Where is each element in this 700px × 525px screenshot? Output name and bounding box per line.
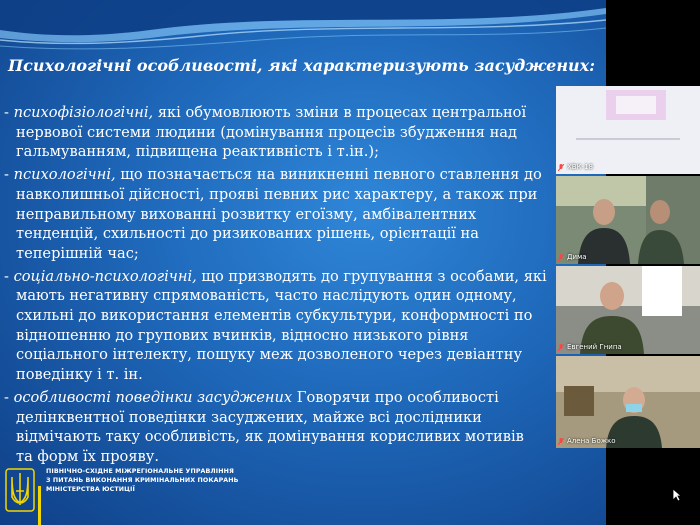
mic-muted-icon — [558, 344, 564, 351]
paragraph-line: мають негативну спрямованість, часто наслідують один одному, — [16, 287, 517, 305]
participant-name: Евгений Гнипа — [567, 343, 622, 351]
org-line-1: ПІВНІЧНО-СХІДНЕ МІЖРЕГІОНАЛЬНЕ УПРАВЛІННЯ — [46, 468, 234, 475]
bullet-term: особливості поведінки засуджених — [13, 388, 293, 406]
paragraph-line — [4, 103, 600, 123]
participant-tile[interactable] — [556, 356, 700, 448]
bullet-term: соціально-психологічні, — [13, 267, 197, 285]
participant-name: ХВК-18 — [567, 163, 594, 171]
paragraph-line: відношенню до групових вчинків, відносно низького рівня — [16, 326, 469, 344]
paragraph-line: поведінку і т. ін. — [16, 366, 143, 384]
bullet-dash: - — [4, 104, 14, 121]
bullet-text: що позначається на виникненні певного ставлення до — [115, 166, 542, 184]
bullet-dash: - — [4, 166, 14, 184]
paragraph-line: гальмуванням, підвищена реактивність і т.ін.); — [16, 143, 380, 161]
mic-muted-icon — [558, 164, 564, 171]
participant-tile[interactable] — [556, 266, 700, 354]
paragraph-line — [4, 388, 600, 408]
bullet-term: психофізіологічні, — [13, 104, 154, 121]
paragraph-line: тенденцій, схильності до ризикованих рішень, орієнтації на — [16, 225, 479, 243]
paragraph-line: теперішній час; — [16, 244, 139, 262]
bullet-paragraph — [4, 388, 600, 467]
paragraph-line: нервової системи людини (домінування процесів збудження над — [16, 123, 517, 141]
video-feed — [556, 356, 700, 448]
slide-title: Психологічні особливості, які характеризують засуджених: — [8, 56, 596, 75]
participant-label — [558, 343, 622, 352]
participant-tile[interactable] — [556, 86, 700, 174]
mic-muted-icon — [558, 438, 564, 445]
participant-label — [558, 253, 587, 262]
participant-label — [558, 163, 593, 172]
org-line-2: З ПИТАНЬ ВИКОНАННЯ КРИМІНАЛЬНИХ ПОКАРАНЬ — [46, 477, 239, 484]
paragraph-line: делінквентної поведінки засуджених, майже всі дослідники — [16, 408, 482, 426]
accent-bar — [38, 486, 41, 525]
participant-name: Алена Божко — [567, 437, 616, 445]
participant-name: Дима — [567, 253, 587, 261]
bullet-paragraph — [4, 267, 600, 385]
bullet-paragraph — [4, 165, 600, 264]
bullet-paragraph — [4, 103, 600, 162]
mic-muted-icon — [558, 254, 564, 261]
paragraph-line: та форм їх прояву. — [16, 447, 159, 465]
bullet-term: психологічні, — [13, 166, 116, 184]
bullet-text: що призводять до групування з особами, які — [196, 267, 547, 285]
paragraph-line: схильні до використання елементів субкультури, конформності по — [16, 307, 533, 325]
slide-content — [4, 103, 600, 470]
bullet-text: які обумовлюють зміни в процесах центральної — [153, 104, 527, 121]
bullet-dash: - — [4, 267, 14, 285]
trident-icon — [4, 467, 36, 513]
bullet-dash: - — [4, 388, 14, 406]
paragraph-line: відмічають таку особливість, як домінування корисливих мотивів — [16, 428, 524, 446]
paragraph-line: неправильному вихованні розвитку егоїзму, амбівалентних — [16, 205, 477, 223]
paragraph-line: соціального інтелекту, пошуку меж дозволеного через девіантну — [16, 346, 523, 364]
video-feed — [556, 266, 700, 354]
organization-name — [46, 467, 239, 494]
slide-wave-decoration — [0, 0, 606, 60]
org-line-3: МІНІСТЕРСТВА ЮСТИЦІЇ — [46, 486, 135, 493]
paragraph-line — [4, 165, 600, 185]
paragraph-line: навколишньої дійсності, прояві певних рис характеру, а також при — [16, 185, 538, 203]
video-feed — [556, 86, 700, 174]
participant-tile[interactable] — [556, 176, 700, 264]
participant-label — [558, 437, 616, 446]
paragraph-line — [4, 267, 600, 287]
video-feed — [556, 176, 700, 264]
bullet-text: Говорячи про особливості — [292, 388, 499, 406]
mouse-pointer-icon — [672, 488, 682, 502]
